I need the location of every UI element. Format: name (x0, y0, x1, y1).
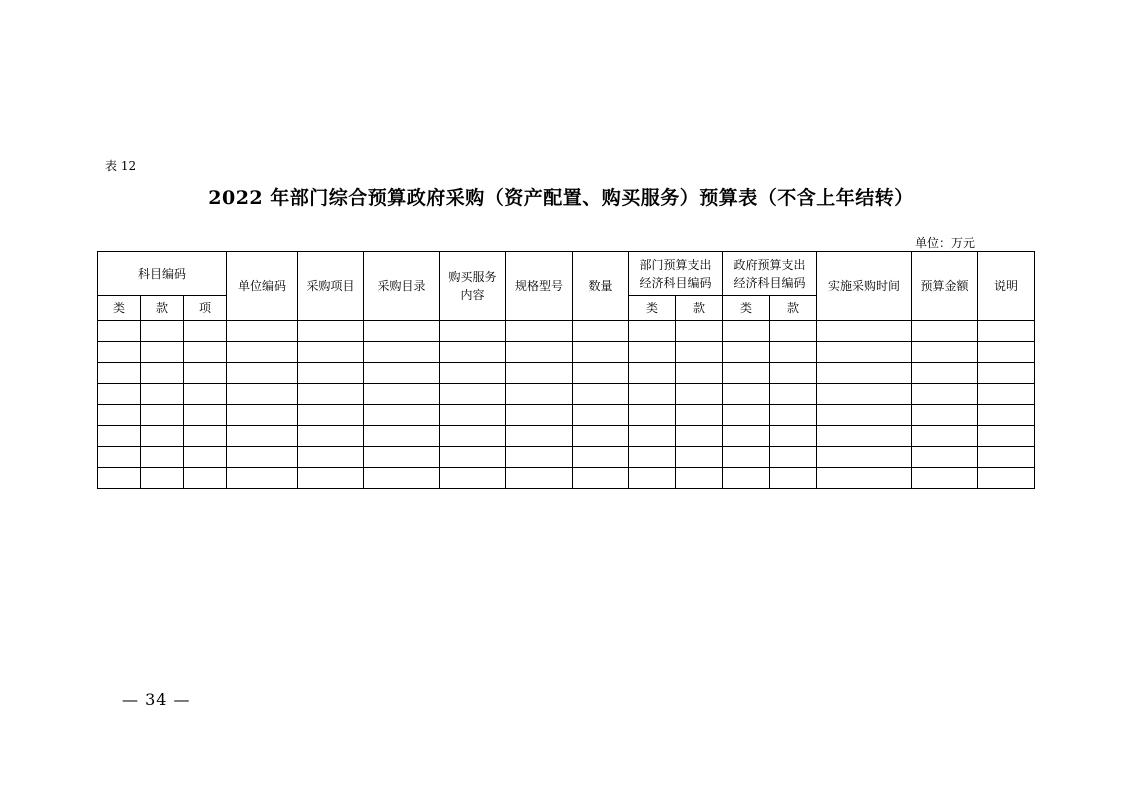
table-body (98, 321, 1035, 489)
table-cell (141, 363, 184, 384)
table-cell (723, 426, 770, 447)
table-cell (817, 447, 912, 468)
page-number: — 34 — (122, 690, 191, 709)
table-cell (723, 384, 770, 405)
table-cell (912, 321, 978, 342)
procurement-budget-table (97, 251, 1035, 489)
table-cell (506, 405, 573, 426)
table-cell (440, 447, 506, 468)
table-cell (440, 342, 506, 363)
unit-label: 单位：万元 (915, 236, 976, 250)
table-cell (629, 447, 676, 468)
table-cell (817, 405, 912, 426)
table-cell (227, 447, 298, 468)
table-cell (227, 321, 298, 342)
table-cell (573, 447, 629, 468)
dept-kuan-header: 款 (676, 296, 723, 321)
table-row (98, 363, 1035, 384)
table-row (98, 405, 1035, 426)
dept-econ-line1: 部门预算支出 (639, 257, 712, 272)
table-cell (141, 405, 184, 426)
table-cell (440, 384, 506, 405)
table-cell (629, 321, 676, 342)
table-cell (227, 426, 298, 447)
table-cell (364, 321, 440, 342)
subject-lei-header: 类 (98, 296, 141, 321)
table-cell (506, 384, 573, 405)
table-cell (440, 405, 506, 426)
service-content-line1: 购买服务 (448, 270, 497, 284)
table-cell (98, 321, 141, 342)
table-cell (817, 363, 912, 384)
table-cell (629, 426, 676, 447)
impl-time-header: 实施采购时间 (817, 252, 912, 321)
table-cell (298, 447, 364, 468)
table-cell (298, 363, 364, 384)
table-cell (364, 342, 440, 363)
table-cell (912, 468, 978, 489)
gov-kuan-header: 款 (770, 296, 817, 321)
table-number: 表 12 (105, 159, 137, 173)
table-cell (141, 447, 184, 468)
table-row (98, 447, 1035, 468)
table-cell (98, 384, 141, 405)
table-cell (440, 363, 506, 384)
table-cell (912, 363, 978, 384)
table-cell (184, 447, 227, 468)
table-cell (98, 342, 141, 363)
table-cell (364, 447, 440, 468)
table-cell (98, 426, 141, 447)
purchase-catalog-header: 采购目录 (364, 252, 440, 321)
table-cell (141, 321, 184, 342)
table-row (98, 468, 1035, 489)
table-cell (978, 447, 1035, 468)
dept-econ-code-header (629, 252, 723, 296)
dept-lei-header: 类 (629, 296, 676, 321)
unit-code-header: 单位编码 (227, 252, 298, 321)
table-cell (298, 342, 364, 363)
table-cell (298, 321, 364, 342)
table-cell (770, 321, 817, 342)
table-cell (629, 342, 676, 363)
table-cell (364, 426, 440, 447)
table-cell (817, 384, 912, 405)
table-cell (676, 363, 723, 384)
service-content-header (440, 252, 506, 321)
table-cell (184, 342, 227, 363)
table-cell (298, 384, 364, 405)
table-cell (573, 384, 629, 405)
table-cell (723, 342, 770, 363)
table-row (98, 426, 1035, 447)
table-cell (573, 363, 629, 384)
budget-amount-header: 预算金额 (912, 252, 978, 321)
subject-code-header: 科目编码 (98, 252, 227, 296)
table-cell (573, 321, 629, 342)
table-cell (676, 426, 723, 447)
table-cell (573, 405, 629, 426)
table-cell (141, 426, 184, 447)
table-cell (978, 342, 1035, 363)
table-cell (98, 468, 141, 489)
table-cell (98, 363, 141, 384)
table-cell (364, 384, 440, 405)
gov-econ-code-header (723, 252, 817, 296)
table-cell (506, 447, 573, 468)
table-cell (364, 363, 440, 384)
table-row (98, 342, 1035, 363)
table-cell (440, 321, 506, 342)
table-cell (817, 468, 912, 489)
dept-econ-line2: 经济科目编码 (639, 275, 712, 290)
table-cell (723, 447, 770, 468)
table-cell (723, 405, 770, 426)
table-cell (770, 426, 817, 447)
table-cell (506, 321, 573, 342)
table-cell (298, 468, 364, 489)
table-cell (912, 447, 978, 468)
spec-model-header: 规格型号 (506, 252, 573, 321)
table-cell (184, 363, 227, 384)
table-cell (817, 426, 912, 447)
table-cell (573, 342, 629, 363)
table-cell (770, 468, 817, 489)
table-cell (978, 384, 1035, 405)
gov-econ-line2: 经济科目编码 (733, 275, 806, 290)
table-cell (817, 342, 912, 363)
service-content-line2: 内容 (460, 288, 485, 302)
table-cell (912, 384, 978, 405)
table-cell (770, 405, 817, 426)
table-cell (506, 363, 573, 384)
table-cell (978, 426, 1035, 447)
table-cell (573, 426, 629, 447)
header-row-1 (98, 252, 1035, 296)
table-cell (184, 468, 227, 489)
table-cell (227, 363, 298, 384)
table-cell (723, 321, 770, 342)
table-cell (723, 363, 770, 384)
table-cell (141, 468, 184, 489)
table-cell (978, 363, 1035, 384)
table-cell (298, 426, 364, 447)
table-cell (629, 384, 676, 405)
table-cell (227, 342, 298, 363)
table-cell (298, 405, 364, 426)
table-row (98, 321, 1035, 342)
table-cell (364, 468, 440, 489)
gov-econ-line1: 政府预算支出 (733, 257, 806, 272)
table-cell (506, 426, 573, 447)
table-cell (184, 384, 227, 405)
table-cell (978, 321, 1035, 342)
table-cell (676, 405, 723, 426)
table-cell (723, 468, 770, 489)
table-cell (141, 342, 184, 363)
table-cell (440, 426, 506, 447)
table-cell (770, 342, 817, 363)
table-cell (978, 468, 1035, 489)
table-cell (912, 342, 978, 363)
table-cell (184, 426, 227, 447)
table-cell (184, 321, 227, 342)
table-cell (676, 384, 723, 405)
table-cell (184, 405, 227, 426)
table-cell (440, 468, 506, 489)
table-cell (98, 447, 141, 468)
quantity-header: 数量 (573, 252, 629, 321)
table-cell (98, 405, 141, 426)
table-row (98, 384, 1035, 405)
table-cell (629, 405, 676, 426)
table-cell (227, 384, 298, 405)
table-cell (141, 384, 184, 405)
table-cell (817, 321, 912, 342)
table-cell (506, 468, 573, 489)
table-cell (629, 468, 676, 489)
table-cell (227, 468, 298, 489)
gov-lei-header: 类 (723, 296, 770, 321)
table-cell (912, 426, 978, 447)
page-title: 2022 年部门综合预算政府采购（资产配置、购买服务）预算表（不含上年结转） (208, 187, 914, 209)
table-cell (629, 363, 676, 384)
table-cell (912, 405, 978, 426)
table-cell (676, 447, 723, 468)
subject-kuan-header: 款 (141, 296, 184, 321)
table-cell (506, 342, 573, 363)
table-cell (227, 405, 298, 426)
table-cell (676, 321, 723, 342)
table-cell (978, 405, 1035, 426)
table-cell (770, 447, 817, 468)
table-cell (770, 384, 817, 405)
table-cell (364, 405, 440, 426)
table-cell (676, 342, 723, 363)
table-cell (770, 363, 817, 384)
remark-header: 说明 (978, 252, 1035, 321)
table-cell (573, 468, 629, 489)
table-cell (676, 468, 723, 489)
subject-xiang-header: 项 (184, 296, 227, 321)
purchase-item-header: 采购项目 (298, 252, 364, 321)
